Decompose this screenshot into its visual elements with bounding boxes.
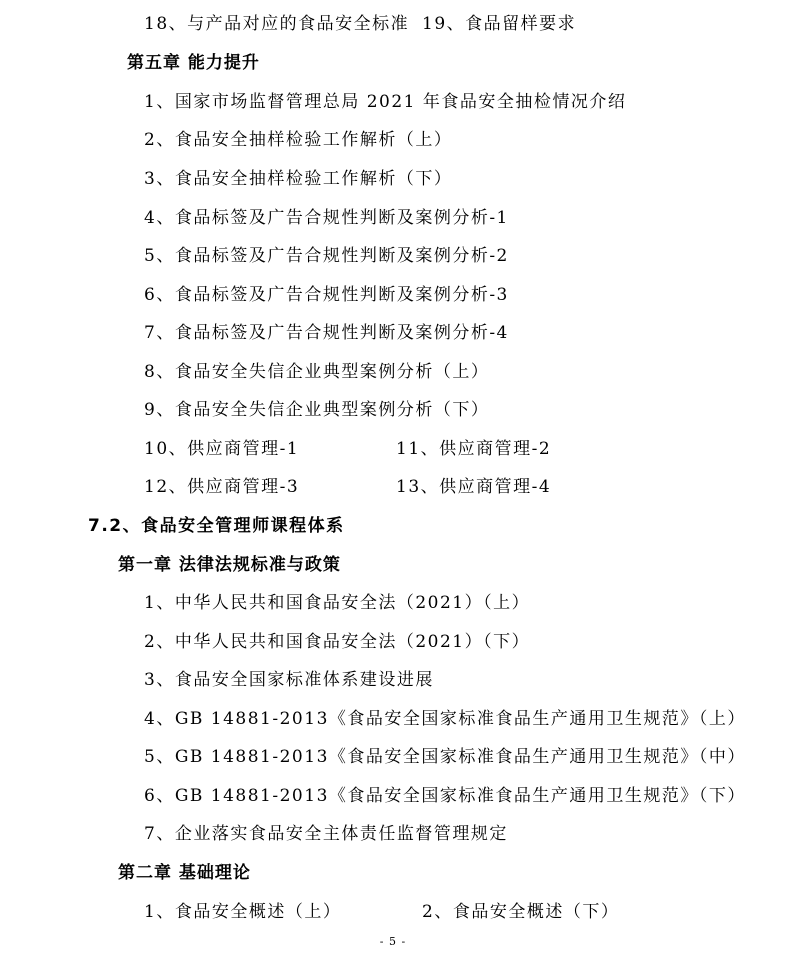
list-item: 7、食品标签及广告合规性判断及案例分析-4 (144, 323, 509, 343)
chapter-heading: 第五章 能力提升 (127, 53, 260, 73)
list-item: 13、供应商管理-4 (396, 477, 552, 497)
list-item: 18、与产品对应的食品安全标准 (144, 14, 410, 34)
list-item: 1、国家市场监督管理总局 2021 年食品安全抽检情况介绍 (144, 92, 627, 112)
list-item: 10、供应商管理-1 (144, 439, 300, 459)
list-item: 1、中华人民共和国食品安全法（2021）（上） (144, 593, 531, 613)
list-item: 2、食品安全抽样检验工作解析（上） (144, 130, 453, 150)
list-item: 8、食品安全失信企业典型案例分析（上） (144, 362, 490, 382)
list-item: 3、食品安全国家标准体系建设进展 (144, 670, 434, 690)
list-item: 2、食品安全概述（下） (422, 902, 620, 922)
list-item: 4、GB 14881-2013《食品安全国家标准食品生产通用卫生规范》（上） (144, 709, 746, 729)
list-item: 5、GB 14881-2013《食品安全国家标准食品生产通用卫生规范》（中） (144, 747, 746, 767)
list-item: 19、食品留样要求 (422, 14, 577, 34)
chapter-heading: 第二章 基础理论 (118, 863, 251, 883)
list-item: 9、食品安全失信企业典型案例分析（下） (144, 400, 490, 420)
list-item: 3、食品安全抽样检验工作解析（下） (144, 169, 453, 189)
list-item: 2、中华人民共和国食品安全法（2021）（下） (144, 632, 531, 652)
page-number: - 5 - (379, 935, 407, 948)
list-item: 1、食品安全概述（上） (144, 902, 342, 922)
list-item: 5、食品标签及广告合规性判断及案例分析-2 (144, 246, 509, 266)
list-item: 6、食品标签及广告合规性判断及案例分析-3 (144, 285, 509, 305)
list-item: 7、企业落实食品安全主体责任监督管理规定 (144, 824, 508, 844)
section-heading: 7.2、食品安全管理师课程体系 (88, 516, 345, 536)
list-item: 12、供应商管理-3 (144, 477, 300, 497)
chapter-heading: 第一章 法律法规标准与政策 (118, 555, 341, 575)
list-item: 4、食品标签及广告合规性判断及案例分析-1 (144, 208, 509, 228)
list-item: 6、GB 14881-2013《食品安全国家标准食品生产通用卫生规范》（下） (144, 786, 746, 806)
list-item: 11、供应商管理-2 (396, 439, 552, 459)
